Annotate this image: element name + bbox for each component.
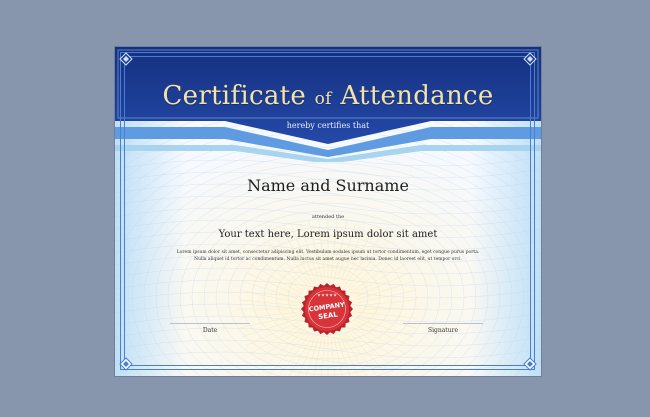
- corner-ornament-icon: [119, 357, 133, 371]
- signature-label: Signature: [427, 327, 458, 334]
- corner-ornament-icon: [523, 357, 537, 371]
- event-text: Your text here, Lorem ipsum dolor sit amet: [218, 229, 438, 240]
- corner-ornament-icon: [523, 52, 537, 66]
- title-word-of: of: [314, 89, 332, 109]
- title-word-certificate: Certificate: [162, 81, 307, 111]
- recipient-name: Name and Surname: [247, 176, 409, 195]
- certificate-title: [115, 81, 541, 114]
- title-word-attendance: Attendance: [340, 81, 494, 111]
- body-line: Nulla aliquet id tortor ac condimentum. Nulla luctus sit amet augue nec lacinia. Donec id laoreet elit, ut tempor orci.: [194, 256, 462, 262]
- certificate-subtitle: hereby certifies that: [286, 121, 370, 130]
- attended-label: attended the: [311, 214, 345, 220]
- date-label: Date: [202, 327, 218, 334]
- body-line: Lorem ipsum dolor sit amet, consectetur adipiscing elit. Vestibulum sodales ipsum ut tortor condimentum, eget congue purus porta.: [176, 250, 480, 255]
- signature-line: [403, 323, 483, 324]
- certificate: [115, 47, 541, 376]
- seal-text-line-1: COMPANY: [308, 300, 346, 314]
- seal-text-line-2: SEAL: [317, 310, 339, 322]
- body-paragraph: [163, 250, 493, 263]
- corner-ornament-icon: [119, 52, 133, 66]
- company-seal-icon: [300, 282, 354, 336]
- date-line: [170, 323, 250, 324]
- seal-star-icon: ★★★★★: [316, 293, 338, 299]
